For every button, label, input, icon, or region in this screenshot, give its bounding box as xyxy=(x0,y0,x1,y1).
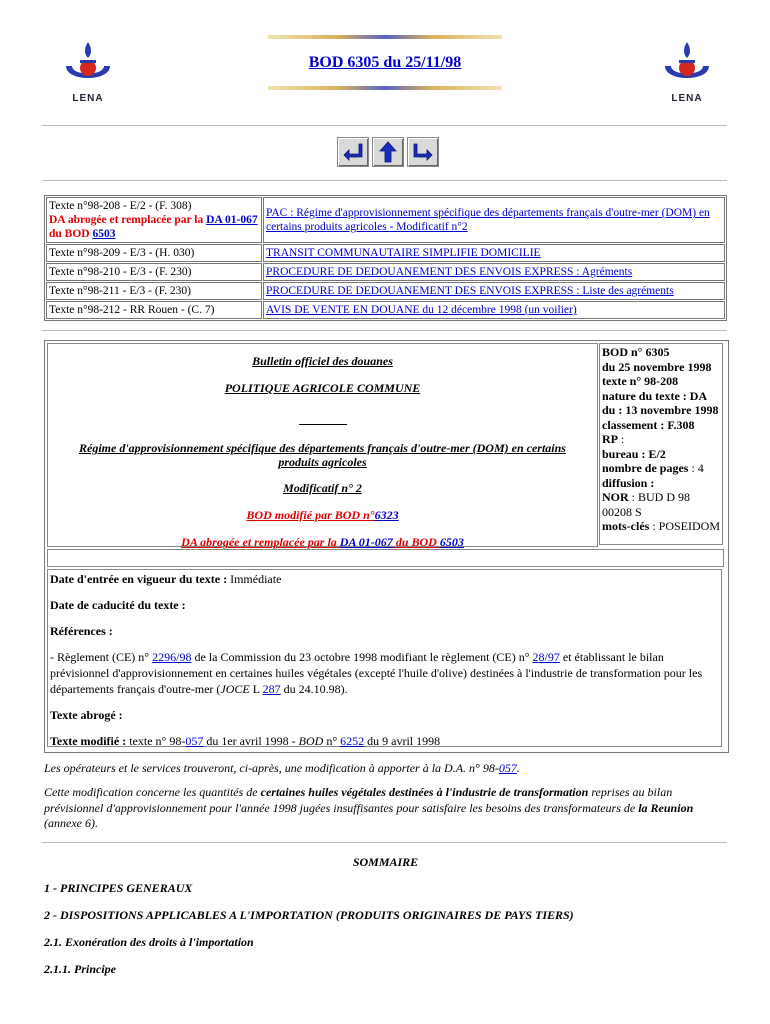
text-ref: Texte n°98-209 - E/3 - (H. 030) xyxy=(46,244,262,262)
meta-nor: NOR : BUD D 98 00208 S xyxy=(602,490,691,519)
meta-nb-pages: nombre de pages : 4 xyxy=(602,461,704,475)
date-caducite: Date de caducité du texte : xyxy=(50,598,186,612)
meta-date: du 25 novembre 1998 xyxy=(602,359,712,374)
bulletin-title: Bulletin officiel des douanes xyxy=(252,354,393,368)
abrogation-note: DA abrogée et remplacée par la DA 01-067 du BOD 6503 xyxy=(181,535,464,549)
page-title[interactable]: BOD 6305 du 25/11/98 xyxy=(308,54,462,71)
forward-button[interactable] xyxy=(407,137,439,167)
regime-title: Régime d'approvisionnement spécifique des départements français d'outre-mer (DOM) en certains produits agricoles xyxy=(79,441,566,469)
abrogation-note: DA abrogée et remplacée par la DA 01-067 du BOD 6503 xyxy=(49,214,258,240)
text-title-link[interactable]: AVIS DE VENTE EN DOUANE du 12 décembre 1998 (un voilier) xyxy=(266,304,577,316)
da-link[interactable]: DA 01-067 xyxy=(206,214,258,226)
texts-table xyxy=(44,195,727,321)
reglement-2296-link[interactable]: 2296/98 xyxy=(152,650,192,664)
heading-rule xyxy=(299,424,347,425)
texte-modifie: Texte modifié : texte n° 98-057 du 1er avril 1998 - BOD n° 6252 du 9 avril 1998 xyxy=(50,734,441,748)
intro-paragraph-1: Les opérateurs et le services trouveront, ci-après, une modification à apporter à la D.A. n° 98-057. xyxy=(44,761,520,775)
back-arrow-icon xyxy=(342,142,364,162)
text-ref-cell xyxy=(46,197,262,243)
entree-en-vigueur: Date d'entrée en vigueur du texte : Immédiate xyxy=(50,572,282,586)
text-ref: Texte n°98-212 - RR Rouen - (C. 7) xyxy=(46,301,262,319)
text-ref: Texte n°98-208 - E/2 - (F. 308) xyxy=(49,200,192,212)
sommaire-item: 2.1. Exonération des droits à l'importation xyxy=(44,935,254,949)
meta-nature: nature du texte : DA xyxy=(602,388,708,403)
lena-emblem-icon xyxy=(58,40,118,92)
logo-text: LENA xyxy=(671,93,703,104)
reglement-28-link[interactable]: 28/97 xyxy=(532,650,560,664)
text-title-link[interactable]: PROCEDURE DE DEDOUANEMENT DES ENVOIS EXPRESS : Agréments xyxy=(266,266,633,278)
sommaire-title: SOMMAIRE xyxy=(352,855,419,869)
document-heading xyxy=(47,343,598,547)
modificatif-label: Modificatif n° 2 xyxy=(283,481,362,495)
texte-abroge: Texte abrogé : xyxy=(50,708,123,722)
table-row xyxy=(46,263,725,281)
references-label: Références : xyxy=(50,624,113,638)
meta-diffusion: diffusion : xyxy=(602,475,655,490)
metadata-panel xyxy=(599,343,723,545)
meta-mots-cles: mots-clés : POSEIDOM xyxy=(602,519,721,533)
bod-link[interactable]: 6503 xyxy=(92,228,116,240)
page-header xyxy=(268,35,502,90)
text-title-cell xyxy=(263,197,725,243)
up-arrow-icon xyxy=(377,141,399,163)
text-title-link[interactable]: PAC : Régime d'approvisionnement spécifique des départements français d'outre-mer (DOM) en certains produits agricoles - Modificatif n°2 xyxy=(266,207,710,233)
divider xyxy=(42,330,727,331)
meta-bod: BOD n° 6305 xyxy=(602,345,670,359)
da-link[interactable]: DA 01-067 xyxy=(339,535,393,549)
logo-text: LENA xyxy=(72,93,104,104)
bod-6323-link[interactable]: 6323 xyxy=(374,508,399,522)
section-title: POLITIQUE AGRICOLE COMMUNE xyxy=(224,381,421,395)
empty-row xyxy=(47,549,724,567)
lena-logo-right xyxy=(657,40,717,104)
meta-texte-no: texte n° 98-208 xyxy=(602,374,679,388)
divider xyxy=(42,125,727,126)
table-row xyxy=(46,282,725,300)
modified-by: BOD modifié par BOD n°6323 xyxy=(246,508,399,522)
table-row xyxy=(46,301,725,319)
meta-rp: RP : xyxy=(602,432,625,446)
meta-du: du : 13 novembre 1998 xyxy=(602,403,719,417)
divider xyxy=(42,842,727,843)
lena-logo-left xyxy=(58,40,118,104)
bod-link[interactable]: 6503 xyxy=(439,535,464,549)
text-ref: Texte n°98-211 - E/3 - (F. 230) xyxy=(46,282,262,300)
sommaire-item: 1 - PRINCIPES GENERAUX xyxy=(44,881,193,895)
meta-classement: classement : F.308 xyxy=(602,417,695,432)
joce-287-link[interactable]: 287 xyxy=(262,682,281,696)
table-row xyxy=(46,197,725,243)
divider xyxy=(42,180,727,181)
up-button[interactable] xyxy=(372,137,404,167)
table-row xyxy=(46,244,725,262)
sommaire-item: 2 - DISPOSITIONS APPLICABLES A L'IMPORTATION (PRODUITS ORIGINAIRES DE PAYS TIERS) xyxy=(44,908,574,922)
back-button[interactable] xyxy=(337,137,369,167)
da-057-link[interactable]: 057 xyxy=(498,761,517,775)
text-title-link[interactable]: TRANSIT COMMUNAUTAIRE SIMPLIFIE DOMICILIE xyxy=(266,247,541,259)
text-ref: Texte n°98-210 - E/3 - (F. 230) xyxy=(46,263,262,281)
texte-057-link[interactable]: 057 xyxy=(185,734,204,748)
forward-arrow-icon xyxy=(412,142,434,162)
document-details xyxy=(47,569,722,747)
lena-emblem-icon xyxy=(657,40,717,92)
sommaire-item: 2.1.1. Principe xyxy=(44,962,116,976)
header-bar-top xyxy=(268,35,502,39)
bod-6252-link[interactable]: 6252 xyxy=(340,734,365,748)
nav-buttons xyxy=(337,137,439,167)
meta-bureau: bureau : E/2 xyxy=(602,446,666,461)
header-bar-bottom xyxy=(268,86,502,90)
intro-paragraph-2: Cette modification concerne les quantités de certaines huiles végétales destinées à l'industrie de transformation reprises au bilan prévisionnel d'approvisionnement pour l'année 1998 jugées insuffisantes pour satisfaire les besoins des transformateurs de la Reunion (annexe 6). xyxy=(44,785,694,830)
text-title-link[interactable]: PROCEDURE DE DEDOUANEMENT DES ENVOIS EXPRESS : Liste des agréments xyxy=(266,285,674,297)
document-box xyxy=(44,340,729,753)
reference-text: - Règlement (CE) n° 2296/98 de la Commission du 23 octobre 1998 modifiant le règlement (CE) n° 28/97 et établissant le bilan prévisionnel d'approvisionnement en certaines huiles végétales (excepté l'huile d'olive) destinées à l'industrie de transformation pour les départements français d'outre-mer (JOCE L 287 du 24.10.98). xyxy=(50,650,703,696)
